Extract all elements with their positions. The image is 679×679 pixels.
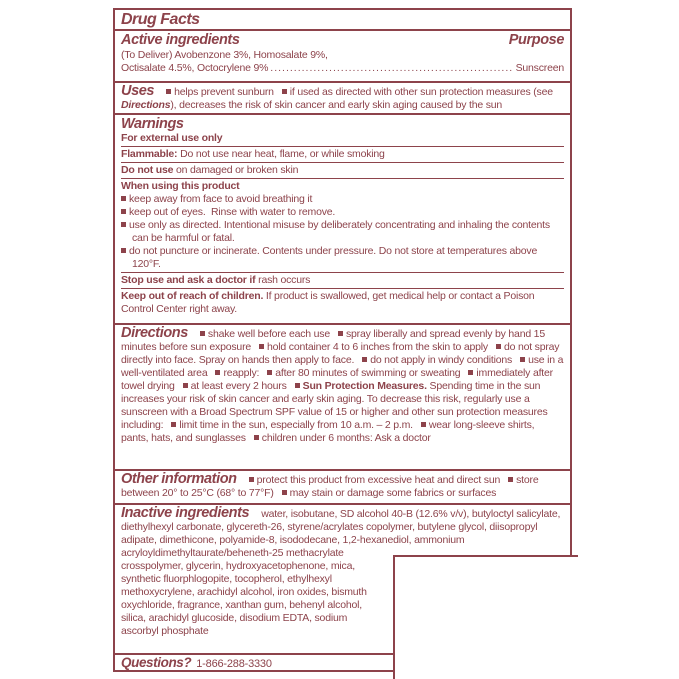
directions-item: limit time in the sun, especially from 10 a.m. – 2 p.m. [179, 419, 413, 431]
warnings-bullet-list [121, 193, 564, 273]
directions-item: immediately after towel drying [121, 367, 553, 392]
inactive-ingredients-heading: Inactive ingredients [121, 505, 250, 521]
directions-item: wear long-sleeve shirts, pants, hats, and sunglasses [121, 419, 535, 444]
other-information-item: may stain or damage some fabrics or surfaces [289, 487, 497, 499]
directions-item: do not apply in windy conditions [370, 354, 513, 366]
do-not-use-text: on damaged or broken skin [173, 164, 299, 176]
flammable-text: Do not use near heat, flame, or while smoking [177, 148, 385, 160]
warning-bullet [121, 245, 564, 271]
flammable-line [121, 148, 564, 163]
keep-out-bold: Keep out of reach of children. [121, 290, 264, 302]
directions-item: at least every 2 hours [190, 380, 287, 392]
uses-heading: Uses [121, 83, 155, 99]
uses-section [115, 81, 570, 113]
inactive-ingredients-wide-text [121, 507, 564, 547]
bullet-square-icon [121, 222, 126, 227]
other-information-section [115, 469, 570, 503]
sun-protection-measures-text: Spending time in the sun increases your risk of skin cancer and early skin aging. To decrease this risk, regularly use a sunscreen with a Broad Spectrum SPF value of 15 or higher and other sun protection measures including: [121, 380, 548, 431]
warning-bullet [121, 193, 564, 206]
stop-use-line [121, 274, 564, 289]
bullet-square-icon [520, 357, 525, 362]
bullet-square-icon [200, 331, 205, 336]
warnings-section [115, 113, 570, 323]
do-not-use-bold: Do not use [121, 164, 174, 176]
warning-bullet-text: keep away from face to avoid breathing it [129, 193, 313, 205]
uses-directions-word: Directions [121, 99, 171, 111]
drug-facts-title: Drug Facts [121, 11, 200, 28]
bullet-square-icon [249, 477, 254, 482]
directions-item: shake well before each use [207, 328, 330, 340]
bullet-square-icon [215, 370, 220, 375]
dotted-leader [270, 62, 513, 75]
bullet-square-icon [282, 89, 287, 94]
bullet-square-icon [121, 248, 126, 253]
directions-section [115, 323, 570, 469]
when-using-line: When using this product [121, 180, 240, 192]
bullet-square-icon [183, 383, 188, 388]
bullet-square-icon [496, 344, 501, 349]
other-information-item: store between 20° to 25°C (68° to 77°F) [121, 474, 539, 499]
uses-bullet2-pre: if used as directed with other sun protection measures (see [289, 86, 553, 98]
bullet-square-icon [295, 383, 300, 388]
bullet-square-icon [121, 209, 126, 214]
label-cutout-corner [393, 555, 578, 679]
bullet-square-icon [121, 196, 126, 201]
warnings-heading: Warnings [121, 116, 184, 132]
other-information-heading: Other information [121, 471, 237, 487]
keep-out-text: If product is swallowed, get medical help or contact a Poison Control Center right away. [121, 290, 535, 315]
purpose-value: Sunscreen [515, 62, 564, 74]
directions-item: reapply: [223, 367, 260, 379]
directions-item: use in a well-ventilated area [121, 354, 564, 379]
drug-facts-title-section [115, 10, 570, 29]
directions-item: spray liberally and spread evenly by hand 15 minutes before sun exposure [121, 328, 545, 353]
warning-bullet-text: use only as directed. Intentional misuse by deliberately concentrating and inhaling the contents can be harmful or fatal. [129, 219, 550, 244]
active-ingredients-section [115, 29, 570, 81]
bullet-square-icon [362, 357, 367, 362]
stop-use-text: rash occurs [255, 274, 311, 286]
bullet-square-icon [282, 490, 287, 495]
active-ingredients-line2-left: Octisalate 4.5%, Octocrylene 9% [121, 62, 269, 74]
directions-item: do not spray directly into face. Spray on hands then apply to face. [121, 341, 560, 366]
uses-bullet2-post: ), decreases the risk of skin cancer and early skin aging caused by the sun [170, 99, 503, 111]
questions-phone-number: 1-866-288-3330 [196, 658, 272, 670]
bullet-square-icon [421, 422, 426, 427]
active-ingredients-heading: Active ingredients [121, 32, 240, 48]
directions-heading: Directions [121, 325, 188, 341]
keep-out-line [121, 290, 564, 316]
directions-item: hold container 4 to 6 inches from the skin to apply [267, 341, 488, 353]
bullet-square-icon [338, 331, 343, 336]
bullet-square-icon [508, 477, 513, 482]
bullet-square-icon [166, 89, 171, 94]
other-information-item: protect this product from excessive heat and direct sun [256, 474, 501, 486]
questions-heading: Questions? [121, 655, 192, 670]
flammable-bold: Flammable: [121, 148, 178, 160]
sun-protection-measures-bold: Sun Protection Measures. [302, 380, 427, 392]
stop-use-bold: Stop use and ask a doctor if [121, 274, 256, 286]
warning-bullet [121, 206, 564, 219]
warning-bullet [121, 219, 564, 245]
directions-item: after 80 minutes of swimming or sweating [275, 367, 461, 379]
external-use-line: For external use only [121, 132, 564, 147]
directions-item: children under 6 months: Ask a doctor [261, 432, 431, 444]
active-ingredients-line2 [121, 62, 564, 75]
warning-bullet-text: keep out of eyes. Rinse with water to remove. [129, 206, 336, 218]
bullet-square-icon [267, 370, 272, 375]
inactive-ingredients-text-1: water, isobutane, SD alcohol 40-B (12.6% v/v), butyloctyl salicylate, diethylhexyl carbonate, glycereth-26, styrene/acrylates copolymer, butylene glycol, diisopropyl adipate, dimethicone, polyamide-8, isododecane, 1,2-hexanediol, ammonium [121, 508, 561, 546]
bullet-square-icon [468, 370, 473, 375]
bullet-square-icon [171, 422, 176, 427]
bullet-square-icon [259, 344, 264, 349]
purpose-heading: Purpose [508, 32, 564, 48]
do-not-use-line [121, 164, 564, 179]
uses-bullet1: helps prevent sunburn [174, 86, 274, 98]
inactive-ingredients-narrow-text: acryloyldimethyltaurate/beheneth-25 methacrylate crosspolymer, glycerin, hydroxyacetophenone, mica, synthetic fluorphlogopite, tocopherol, ethylhexyl methoxycrylene, arachidyl alcohol, iron oxides, bismuth oxychloride, fragrance, xanthan gum, behenyl alcohol, silica, arachidyl glucoside, disodium EDTA, sodium ascorbyl phosphate [121, 547, 367, 637]
warning-bullet-text: do not puncture or incinerate. Contents under pressure. Do not store at temperatures above 120°F. [129, 245, 538, 270]
bullet-square-icon [254, 435, 259, 440]
active-ingredients-line1: (To Deliver) Avobenzone 3%, Homosalate 9%, [121, 49, 328, 61]
